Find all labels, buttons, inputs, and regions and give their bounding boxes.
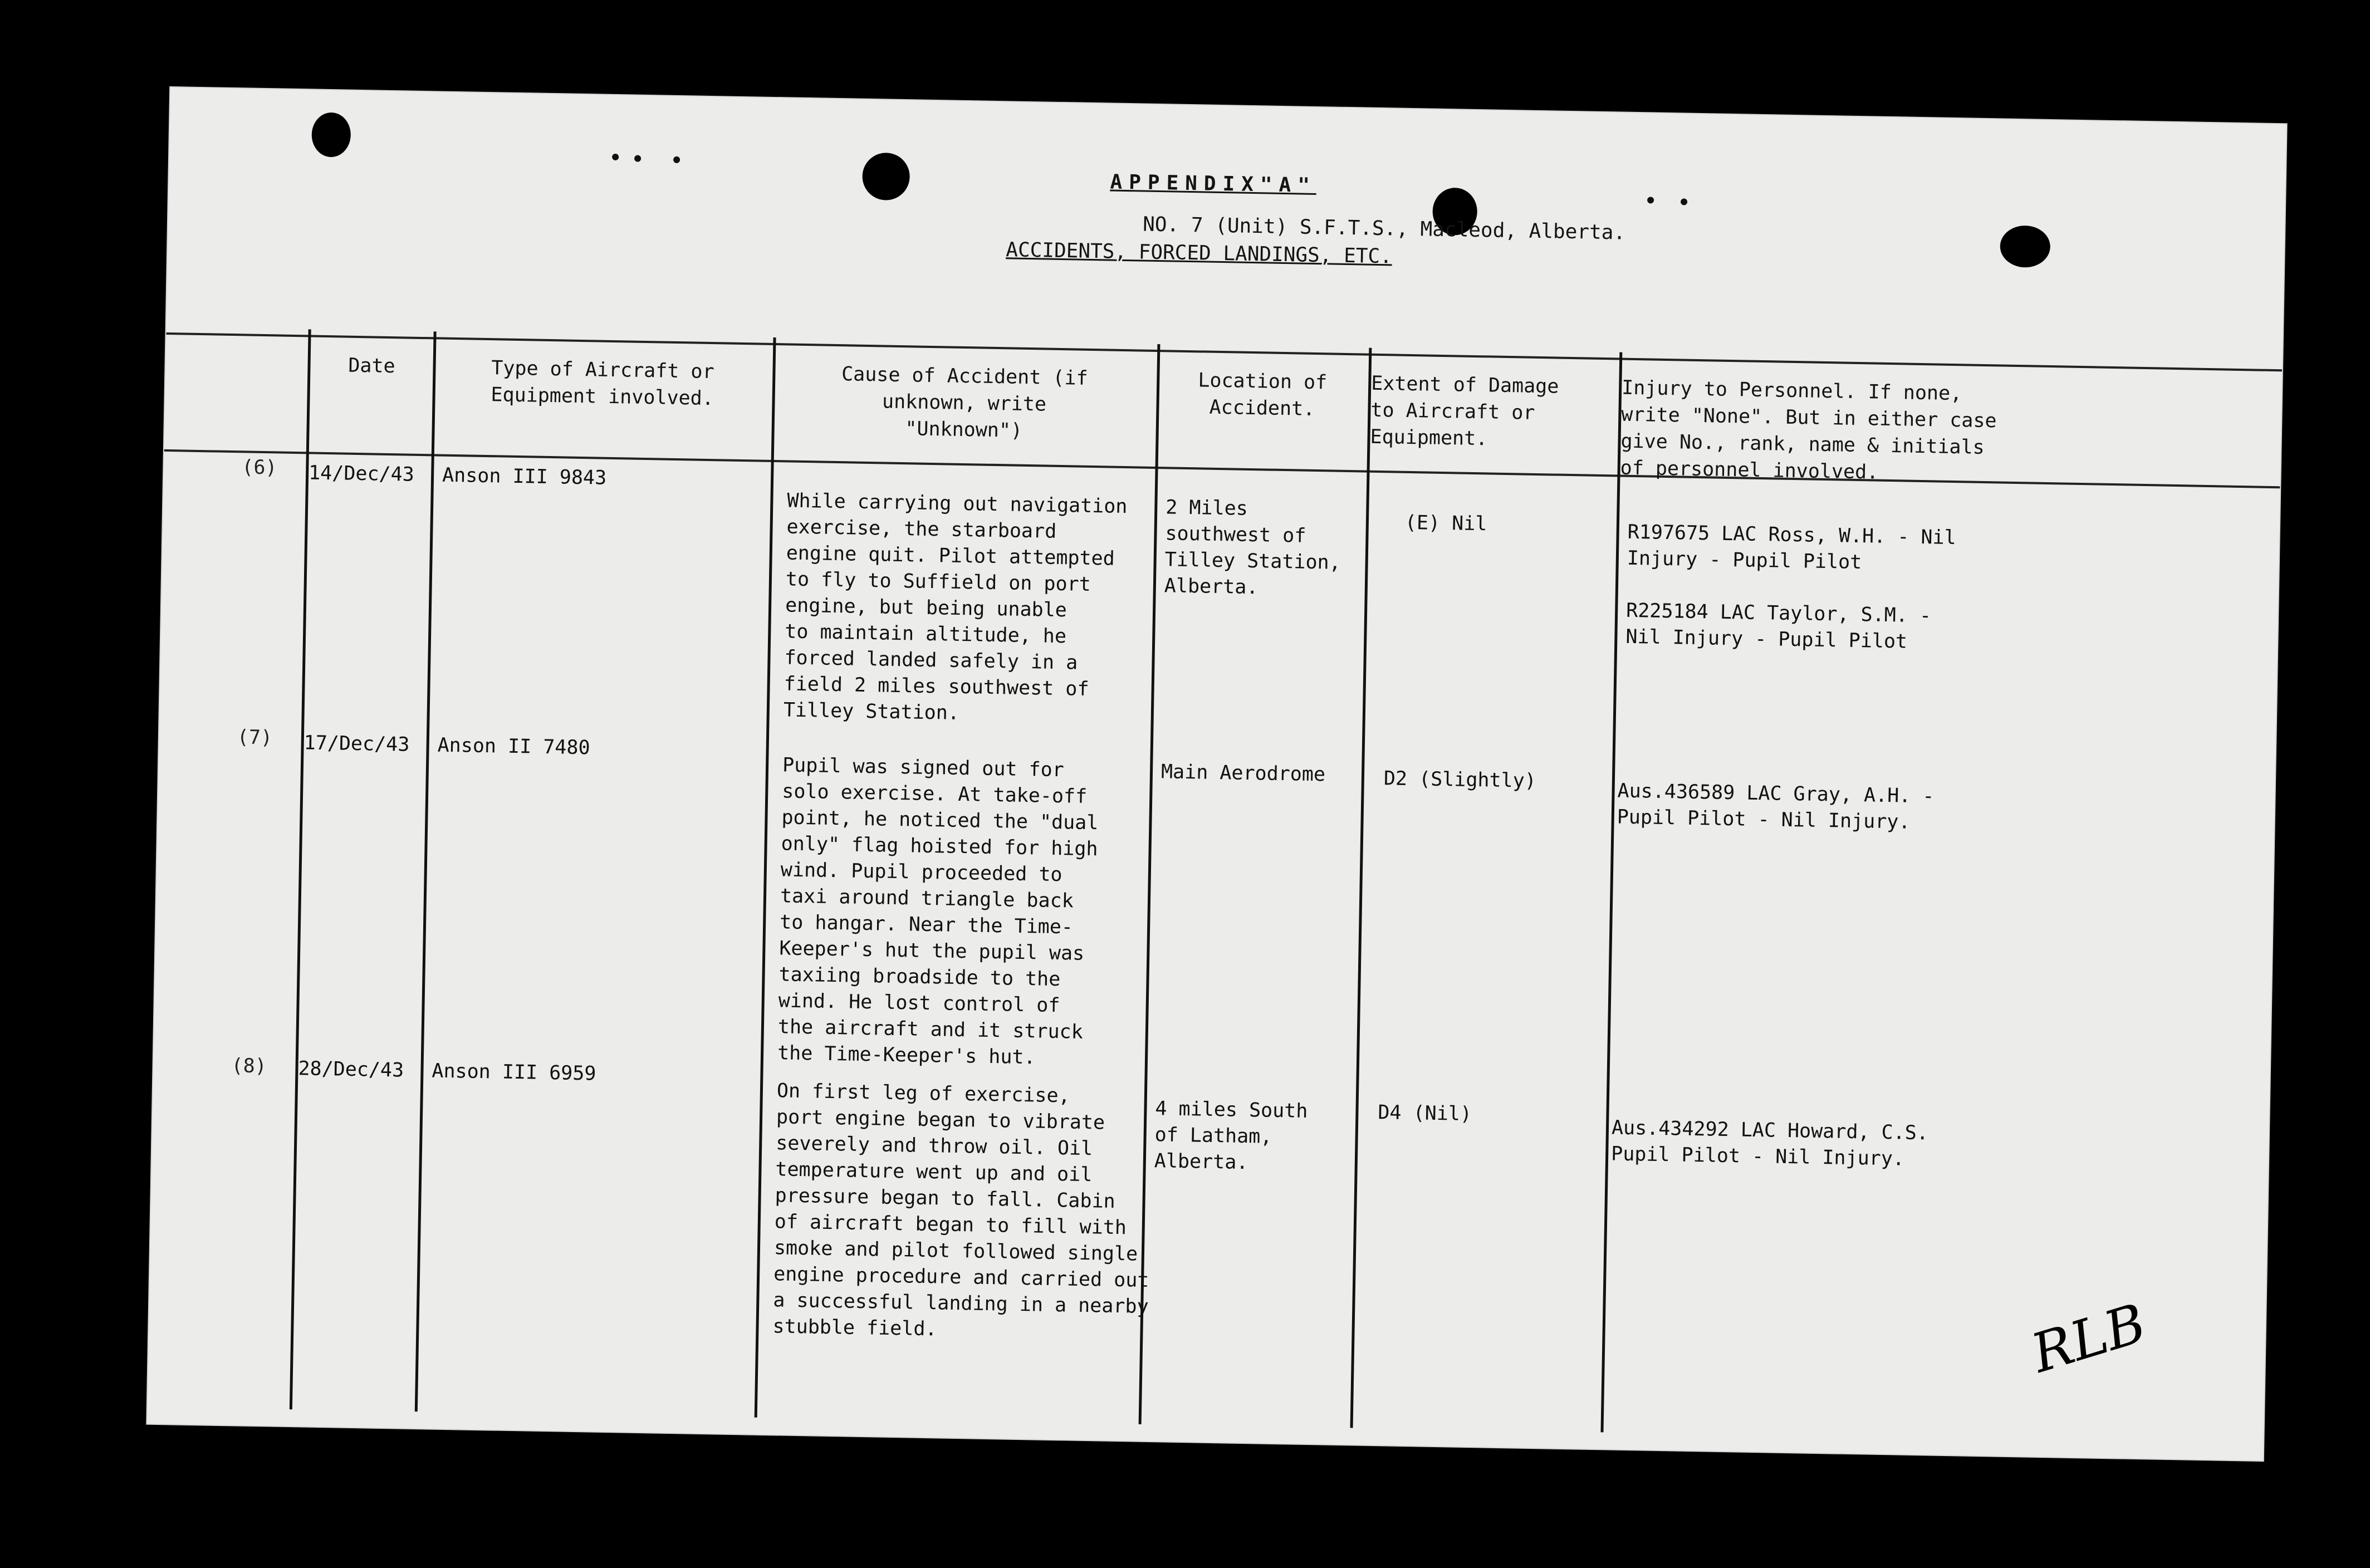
row-cause: While carrying out navigation exercise, the starboard engine quit. Pilot attempted to fly to Suffield on port engine, but being unable to maintain altitude, he forced landed safely in a field 2 miles southwest of Tilley Station. bbox=[783, 489, 1128, 724]
row-number: (6) bbox=[241, 456, 277, 479]
row-injury: R197675 LAC Ross, W.H. - Nil Injury - Pupil Pilot R225184 LAC Taylor, S.M. - Nil Injury - Pupil Pilot bbox=[1625, 521, 1956, 653]
row-aircraft: Anson II 7480 bbox=[437, 734, 590, 759]
row-cause: Pupil was signed out for solo exercise. At take-off point, he noticed the "dual only" flag hoisted for high wind. Pupil proceeded to taxi around triangle back to hangar. Near the Time- Keeper's hut the pupil was taxiing broadside to the wind. He lost control of the aircraft and it struck the Time-Keeper's hut. bbox=[777, 754, 1099, 1069]
row-damage: (E) Nil bbox=[1404, 511, 1487, 536]
row-location: Main Aerodrome bbox=[1160, 761, 1326, 786]
ink-dot bbox=[612, 154, 619, 160]
punch-hole bbox=[2000, 225, 2050, 268]
document-sheet bbox=[147, 87, 2286, 1461]
appendix-title: APPENDIX"A" bbox=[1110, 170, 1317, 197]
row-cause: On first leg of exercise, port engine began to vibrate severely and throw oil. Oil temperature went up and oil pressure began to fall. Cabin of aircraft began to fill with smoke and pilot followed single engine procedure and carried out a successful landing in a nearby stubble field. bbox=[772, 1080, 1149, 1341]
row-injury: Aus.436589 LAC Gray, A.H. - Pupil Pilot - Nil Injury. bbox=[1617, 780, 1935, 834]
column-header-location: Location of Accident. bbox=[1198, 369, 1328, 420]
row-aircraft: Anson III 6959 bbox=[432, 1060, 596, 1085]
row-date: 17/Dec/43 bbox=[303, 732, 410, 756]
row-number: (7) bbox=[237, 726, 273, 749]
row-number: (8) bbox=[231, 1055, 267, 1078]
column-header-aircraft: Type of Aircraft or Equipment involved. bbox=[491, 357, 714, 410]
column-divider bbox=[755, 337, 776, 1418]
ink-dot bbox=[634, 155, 641, 162]
row-damage: D2 (Slightly) bbox=[1383, 767, 1537, 793]
row-date: 14/Dec/43 bbox=[308, 462, 415, 486]
punch-hole bbox=[862, 153, 910, 200]
column-header-date: Date bbox=[348, 354, 396, 378]
row-date: 28/Dec/43 bbox=[298, 1057, 404, 1082]
column-divider bbox=[1350, 348, 1372, 1428]
row-location: 4 miles South of Latham, Alberta. bbox=[1154, 1097, 1308, 1174]
column-divider bbox=[290, 329, 311, 1409]
ink-dot bbox=[1647, 197, 1654, 203]
column-divider bbox=[415, 331, 437, 1412]
row-damage: D4 (Nil) bbox=[1378, 1101, 1472, 1126]
row-location: 2 Miles southwest of Tilley Station, Alberta. bbox=[1164, 496, 1341, 599]
column-divider bbox=[1600, 352, 1622, 1433]
row-aircraft: Anson III 9843 bbox=[442, 464, 607, 489]
column-header-injury: Injury to Personnel. If none, write "None". But in either case give No., rank, name & initials of personnel involved. bbox=[1620, 376, 1997, 484]
handwritten-initials: RLB bbox=[2024, 1291, 2153, 1385]
ink-dot bbox=[673, 156, 680, 163]
document-subtitle: ACCIDENTS, FORCED LANDINGS, ETC. bbox=[1006, 238, 1393, 268]
column-header-cause: Cause of Accident (if unknown, write "Unknown") bbox=[841, 363, 1088, 442]
unit-line: NO. 7 (Unit) S.F.T.S., Macleod, Alberta. bbox=[1142, 213, 1626, 244]
column-header-damage: Extent of Damage to Aircraft or Equipment. bbox=[1370, 372, 1559, 450]
punch-hole bbox=[311, 112, 351, 157]
row-injury: Aus.434292 LAC Howard, C.S. Pupil Pilot - Nil Injury. bbox=[1610, 1116, 1929, 1170]
ink-dot bbox=[1681, 198, 1687, 205]
